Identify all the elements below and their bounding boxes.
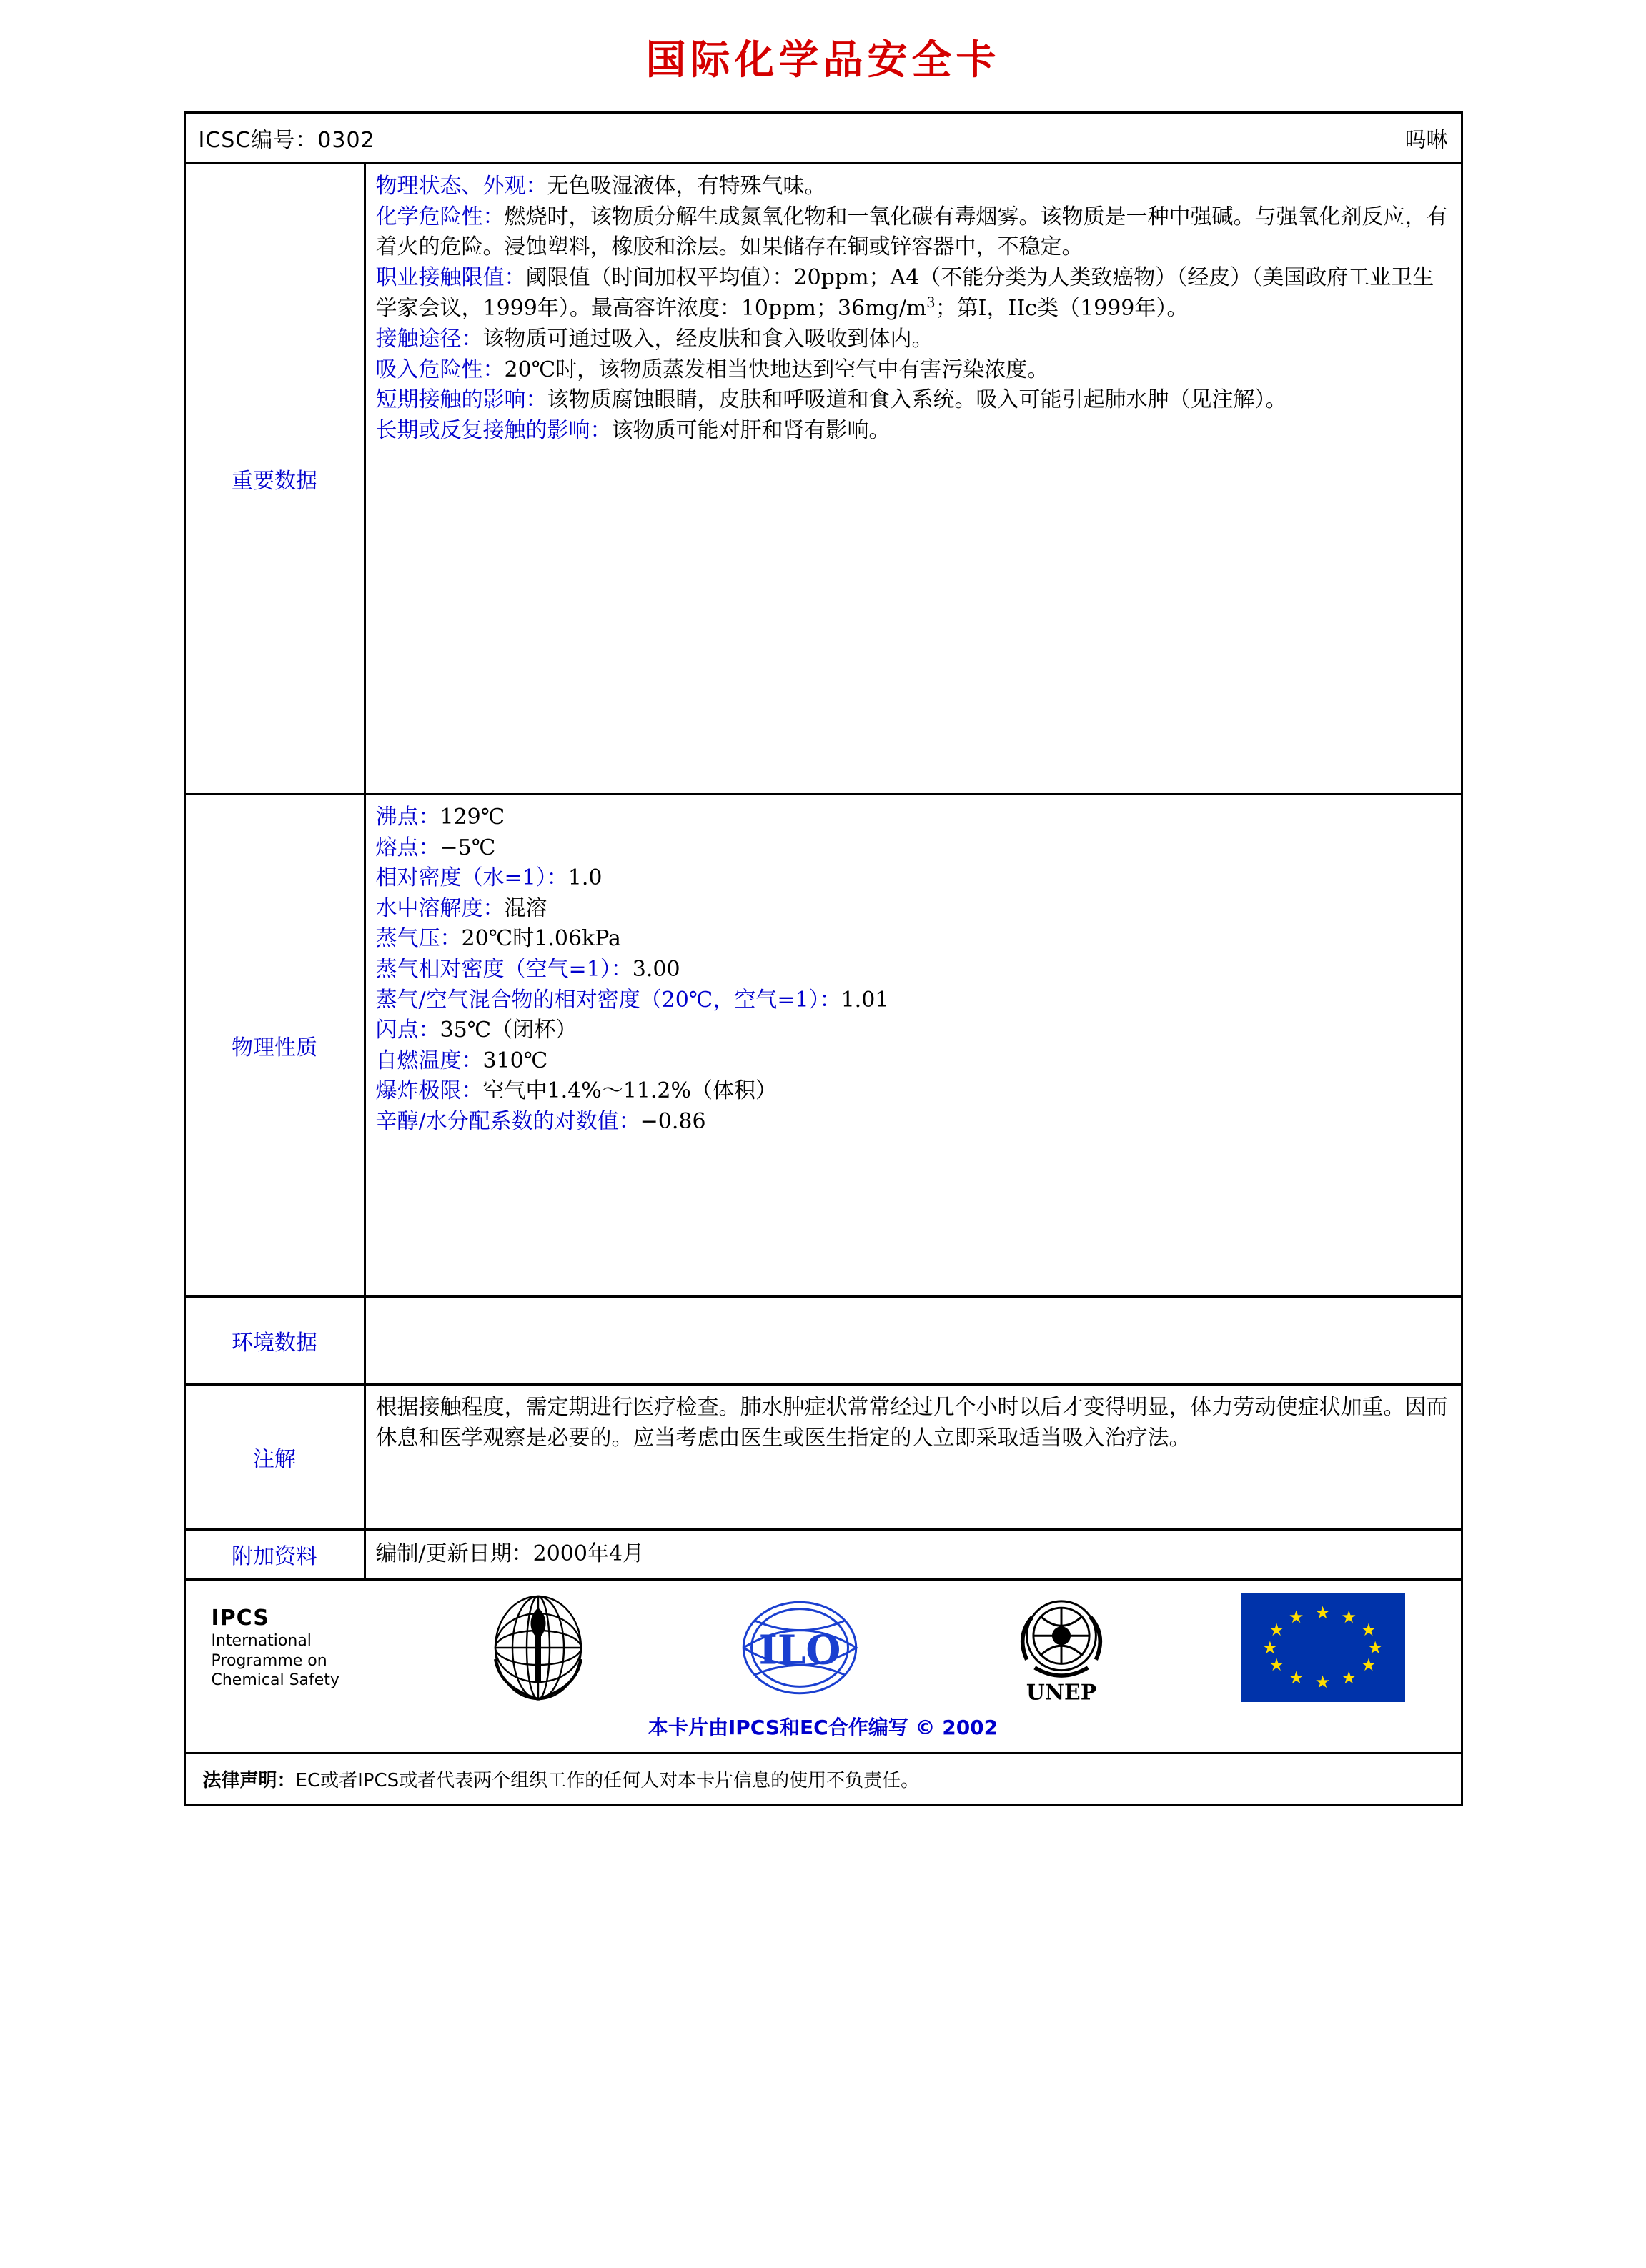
ilo-logo-text: ILO — [758, 1626, 841, 1674]
footer-logos-row — [186, 1581, 1461, 1754]
entry-long-term-effects: 长期或反复接触的影响：该物质可能对肝和肾有影响。 — [375, 417, 891, 443]
ipcs-line-2: Programme on — [211, 1651, 327, 1670]
who-logo — [467, 1591, 610, 1705]
eu-star: ★ — [1314, 1602, 1331, 1623]
eu-flag — [1241, 1593, 1405, 1702]
prop-melting-point: 熔点：−5℃ — [375, 835, 496, 860]
ipcs-wordmark — [193, 1605, 407, 1691]
section-content-additional-info: 编制/更新日期：2000年4月 — [375, 1541, 645, 1566]
section-additional-info — [186, 1531, 1461, 1581]
prop-boiling-point: 沸点：129℃ — [375, 805, 505, 830]
page-title: 国际化学品安全卡 — [645, 36, 1001, 84]
prop-vapour-relative-density: 蒸气相对密度（空气=1）：3.00 — [375, 956, 680, 982]
icsc-number-value: 0302 — [317, 128, 375, 153]
card-header — [186, 114, 1461, 164]
entry-routes-of-exposure: 接触途径：该物质可通过吸入，经皮肤和食入吸收到体内。 — [375, 326, 933, 352]
eu-star: ★ — [1288, 1607, 1304, 1628]
ilo-logo — [725, 1594, 875, 1701]
prop-flash-point: 闪点：35℃（闭杯） — [375, 1018, 577, 1043]
logo-strip — [186, 1581, 1461, 1708]
prop-water-solubility: 水中溶解度：混溶 — [375, 895, 547, 921]
section-label-environmental-data: 环境数据 — [186, 1298, 366, 1383]
section-important-data — [186, 164, 1461, 795]
legal-notice — [186, 1754, 1461, 1804]
section-content-physical-properties — [366, 795, 1461, 1295]
section-label-notes: 注解 — [186, 1386, 366, 1528]
eu-star: ★ — [1367, 1637, 1383, 1658]
eu-star: ★ — [1262, 1637, 1278, 1658]
eu-star: ★ — [1314, 1672, 1331, 1693]
substance-name: 吗啉 — [1404, 128, 1448, 153]
entry-exposure-limits-text: 阈限值（时间加权平均值）：20ppm；A4（不能分类为人类致癌物）（经皮）（美国政府工业卫生学家会议，1999年）。最高容许浓度：10ppm；$36mg/m^3$；第I，IIc类（1999年）。 — [375, 264, 1434, 322]
who-logo-slot — [407, 1591, 669, 1705]
section-label-physical-properties: 物理性质 — [186, 795, 366, 1295]
section-content-environmental-data — [366, 1298, 1461, 1383]
eu-star: ★ — [1341, 1668, 1357, 1688]
eu-star: ★ — [1361, 1654, 1377, 1675]
icsc-number-label: ICSC编号：0302 — [198, 128, 375, 153]
prop-octanol-water-coefficient: 辛醇/水分配系数的对数值：−0.86 — [375, 1108, 706, 1134]
unep-logo — [990, 1591, 1133, 1705]
safety-card-page — [0, 29, 1646, 1806]
entry-chemical-dangers: 化学危险性：燃烧时，该物质分解生成氮氧化物和一氧化碳有毒烟雾。该物质是一种中强碱。与强氧化剂反应，有着火的危险。浸蚀塑料，橡胶和涂层。如果储存在铜或锌容器中，不稳定。 — [375, 204, 1448, 260]
section-physical-properties — [186, 795, 1461, 1298]
eu-star: ★ — [1341, 1607, 1357, 1628]
entry-short-term-effects: 短期接触的影响：该物质腐蚀眼睛，皮肤和呼吸道和食入系统。吸入可能引起肺水肿（见注解）。 — [375, 387, 1287, 413]
eu-flag-slot — [1192, 1593, 1454, 1702]
section-environmental-data — [186, 1298, 1461, 1386]
section-label-important-data: 重要数据 — [186, 164, 366, 793]
unep-logo-text: UNEP — [1026, 1680, 1096, 1705]
ipcs-line-3: Chemical Safety — [211, 1671, 339, 1690]
prop-vapour-air-mixture-density: 蒸气/空气混合物的相对密度（20℃，空气=1）：1.01 — [375, 987, 889, 1013]
eu-star: ★ — [1361, 1620, 1377, 1641]
entry-physical-state: 物理状态、外观：无色吸湿液体，有特殊气味。 — [375, 174, 826, 199]
entry-exposure-limits: 职业接触限值：阈限值（时间加权平均值）：20ppm；A4（不能分类为人类致癌物）（经皮）（美国政府工业卫生学家会议，1999年）。最高容许浓度：10ppm；$36mg/m^3$；第I，IIc类（1999年）。 — [375, 264, 1434, 322]
section-content-notes: 根据接触程度，需定期进行医疗检查。肺水肿症状常常经过几个小时以后才变得明显，体力劳动使症状加重。因而休息和医学观察是必要的。应当考虑由医生或医生指定的人立即采取适当吸入治疗法。 — [375, 1395, 1448, 1451]
eu-star: ★ — [1269, 1654, 1284, 1675]
section-content-important-data — [366, 164, 1461, 793]
entry-inhalation-risk: 吸入危险性：20℃时，该物质蒸发相当快地达到空气中有害污染浓度。 — [375, 357, 1049, 382]
prop-relative-density: 相对密度（水=1）：1.0 — [375, 865, 603, 891]
ilo-logo-slot — [669, 1594, 931, 1701]
ipcs-line-1: International — [211, 1632, 312, 1651]
section-label-additional-info: 附加资料 — [186, 1531, 366, 1578]
eu-star: ★ — [1269, 1620, 1284, 1641]
section-notes — [186, 1386, 1461, 1531]
unep-logo-slot — [931, 1591, 1192, 1705]
ipcs-acronym: IPCS — [211, 1605, 269, 1631]
prop-auto-ignition-temperature: 自燃温度：310℃ — [375, 1048, 548, 1073]
legal-notice-label: 法律声明： — [202, 1769, 296, 1791]
eu-star: ★ — [1288, 1668, 1304, 1688]
footer-credit: 本卡片由IPCS和EC合作编写 © 2002 — [648, 1715, 998, 1739]
prop-explosive-limits: 爆炸极限：空气中1.4%～11.2%（体积） — [375, 1078, 778, 1104]
legal-notice-text: EC或者IPCS或者代表两个组织工作的任何人对本卡片信息的使用不负责任。 — [295, 1769, 920, 1791]
prop-vapour-pressure: 蒸气压：20℃时1.06kPa — [375, 926, 621, 952]
safety-card — [184, 111, 1463, 1806]
